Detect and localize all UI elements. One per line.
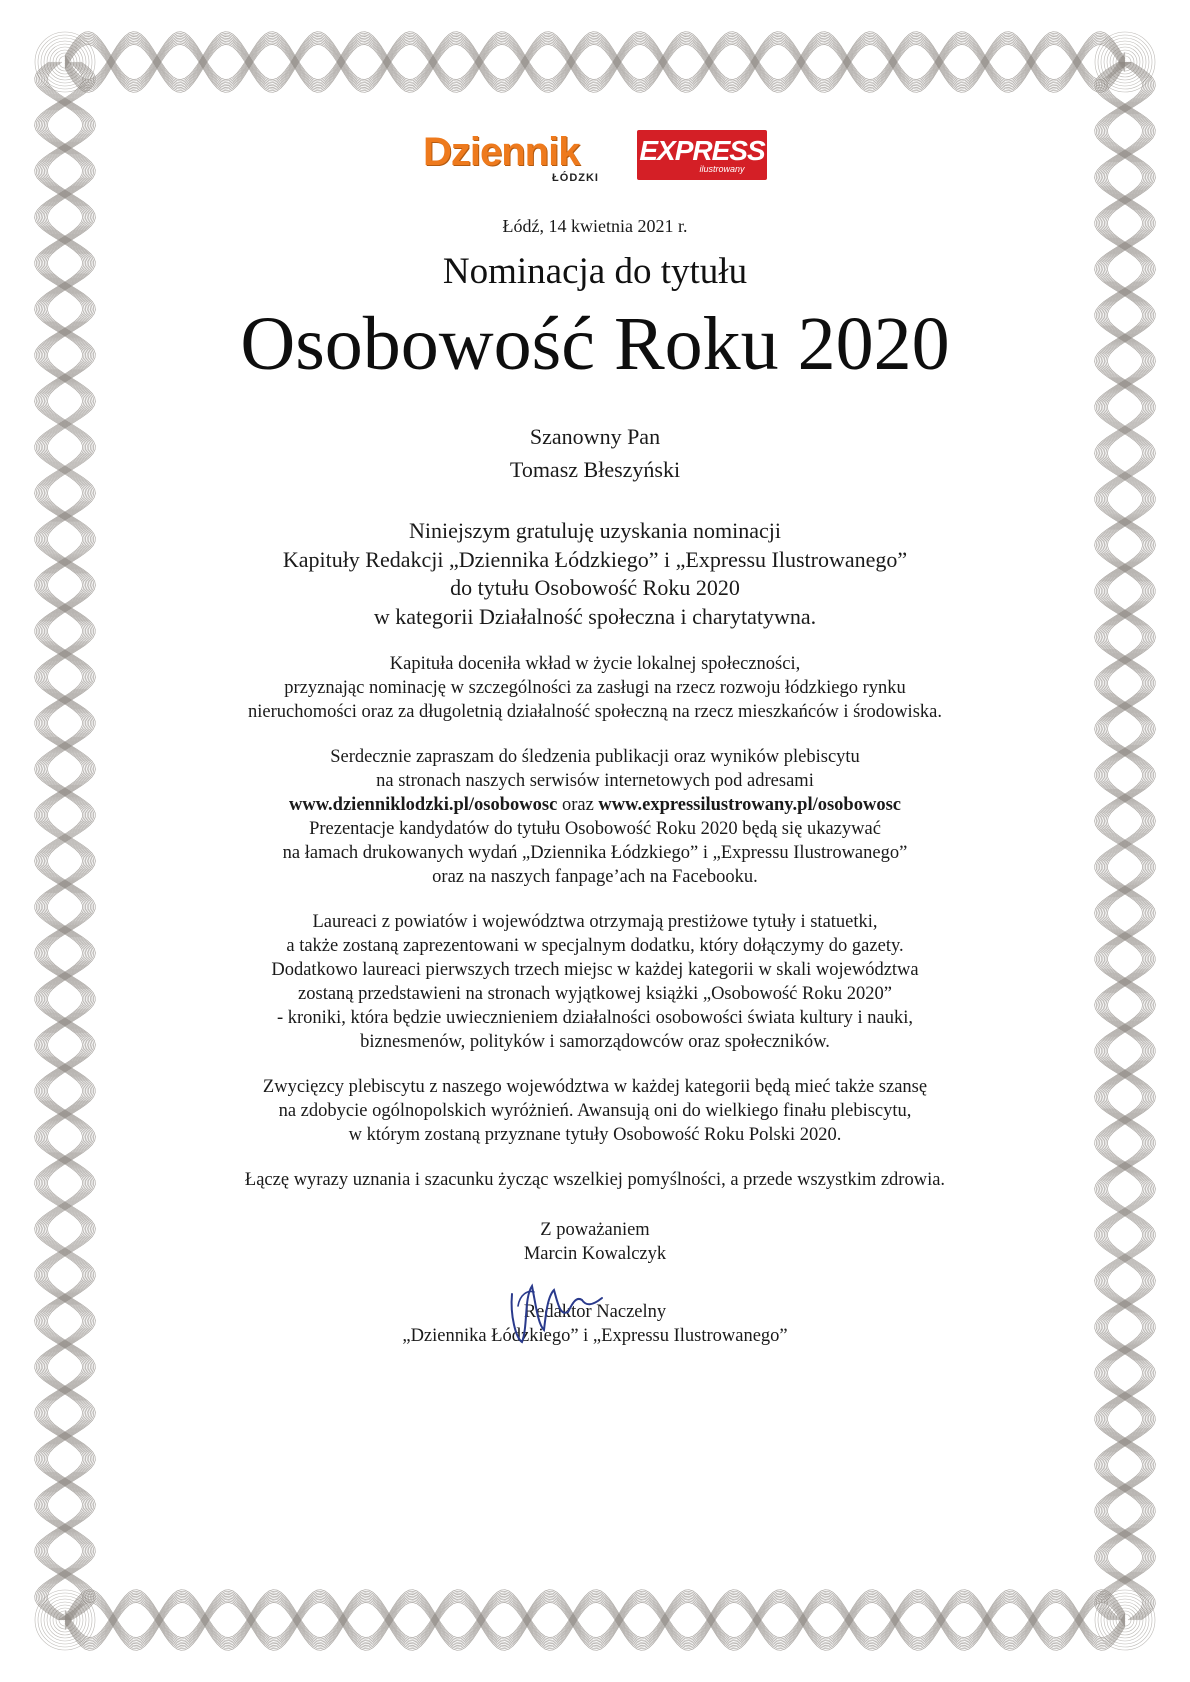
letter-content [150, 130, 1040, 1348]
paragraph-line: w którym zostaną przyznane tytuły Osobowość Roku Polski 2020. [348, 1125, 842, 1145]
paragraph-laureates [150, 910, 1040, 1054]
lead-line: w kategorii Działalność społeczna i charytatywna. [373, 603, 817, 629]
express-logo-word: EXPRESS [639, 135, 765, 166]
paragraph-line: a także zostaną zaprezentowani w specjalnym dodatku, który dołączymy do gazety. [286, 936, 904, 956]
paragraph-line: na łamach drukowanych wydań „Dziennika Łódzkiego” i „Expressu Ilustrowanego” [282, 843, 908, 863]
paragraph-invitation [150, 745, 1040, 889]
express-logo-sub: ilustrowany [699, 164, 745, 174]
handwritten-signature [498, 1246, 618, 1346]
paragraph-line: Laureaci z powiatów i województwa otrzymają prestiżowe tytuły i statuetki, [312, 912, 878, 932]
dziennik-url-link[interactable]: www.dzienniklodzki.pl/osobowosc [289, 795, 558, 815]
signer-role: Redaktor Naczelny [523, 1302, 667, 1322]
award-title: Osobowość Roku 2020 [240, 302, 950, 386]
paragraph-line: przyznając nominację w szczególności za zasługi na rzecz rozwoju łódzkiego rynku [284, 678, 906, 698]
express-ilustrowany-logo [637, 130, 767, 180]
paragraph-line: zostaną przedstawieni na stronach wyjątkowej książki „Osobowość Roku 2020” [298, 984, 892, 1004]
lead-paragraph [150, 517, 1040, 631]
signer-organization: „Dziennika Łódzkiego” i „Expressu Ilustrowanego” [402, 1326, 788, 1346]
lead-line: Kapituły Redakcji „Dziennika Łódzkiego” i „Expressu Ilustrowanego” [282, 546, 908, 572]
dziennik-logo-sub: ŁÓDZKI [552, 172, 599, 184]
salutation-line: Szanowny Pan [529, 424, 661, 449]
paragraph-wishes [150, 1168, 1040, 1192]
salutation [150, 420, 1040, 486]
paragraph-line: Dodatkowo laureaci pierwszych trzech miejsc w każdej kategorii w skali województwa [271, 960, 919, 980]
paragraph-line: - kroniki, która będzie uwiecznieniem działalności osobowości świata kultury i nauki, [276, 1008, 914, 1028]
express-url-link[interactable]: www.expressilustrowany.pl/osobowosc [598, 795, 901, 815]
paragraph-line: Prezentacje kandydatów do tytułu Osobowość Roku 2020 będą się ukazywać [309, 819, 881, 839]
paragraph-line: nieruchomości oraz za długoletnią działalność społeczną na rzecz mieszkańców i środowiska. [248, 702, 942, 722]
paragraph-line: oraz na naszych fanpage’ach na Facebooku. [432, 867, 758, 887]
paragraph-line: na zdobycie ogólnopolskich wyróżnień. Awansują oni do wielkiego finału plebiscytu, [278, 1101, 912, 1121]
url-line [150, 793, 1040, 817]
signer-name: Marcin Kowalczyk [523, 1244, 667, 1264]
signature-block [150, 1218, 1040, 1348]
regards-line: Z poważaniem [540, 1220, 650, 1240]
paragraph-line: na stronach naszych serwisów internetowych pod adresami [376, 771, 814, 791]
paragraph-winners [150, 1075, 1040, 1147]
paragraph-line: Kapituła doceniła wkład w życie lokalnej społeczności, [389, 654, 801, 674]
letter-date: Łódź, 14 kwietnia 2021 r. [502, 216, 688, 236]
lead-line: do tytułu Osobowość Roku 2020 [450, 575, 740, 600]
paragraph-recognition [150, 652, 1040, 724]
dziennik-lodzki-logo [423, 130, 605, 186]
nomination-title: Nominacja do tytułu [442, 251, 748, 292]
url-conjunction: oraz [561, 795, 594, 815]
dziennik-logo-word: Dziennik [423, 130, 580, 174]
lead-line: Niniejszym gratuluję uzyskania nominacji [408, 518, 782, 543]
paragraph-line: Zwycięzcy plebiscytu z naszego województwa w każdej kategorii będą mieć także szansę [262, 1077, 928, 1097]
recipient-name: Tomasz Błeszyński [509, 457, 681, 482]
logo-row [150, 130, 1040, 192]
paragraph-line: biznesmenów, polityków i samorządowców oraz społeczników. [360, 1032, 830, 1052]
paragraph-line: Serdecznie zapraszam do śledzenia publikacji oraz wyników plebiscytu [330, 747, 860, 767]
paragraph-line: Łączę wyrazy uznania i szacunku życząc wszelkiej pomyślności, a przede wszystkim zdrowia. [244, 1170, 946, 1190]
